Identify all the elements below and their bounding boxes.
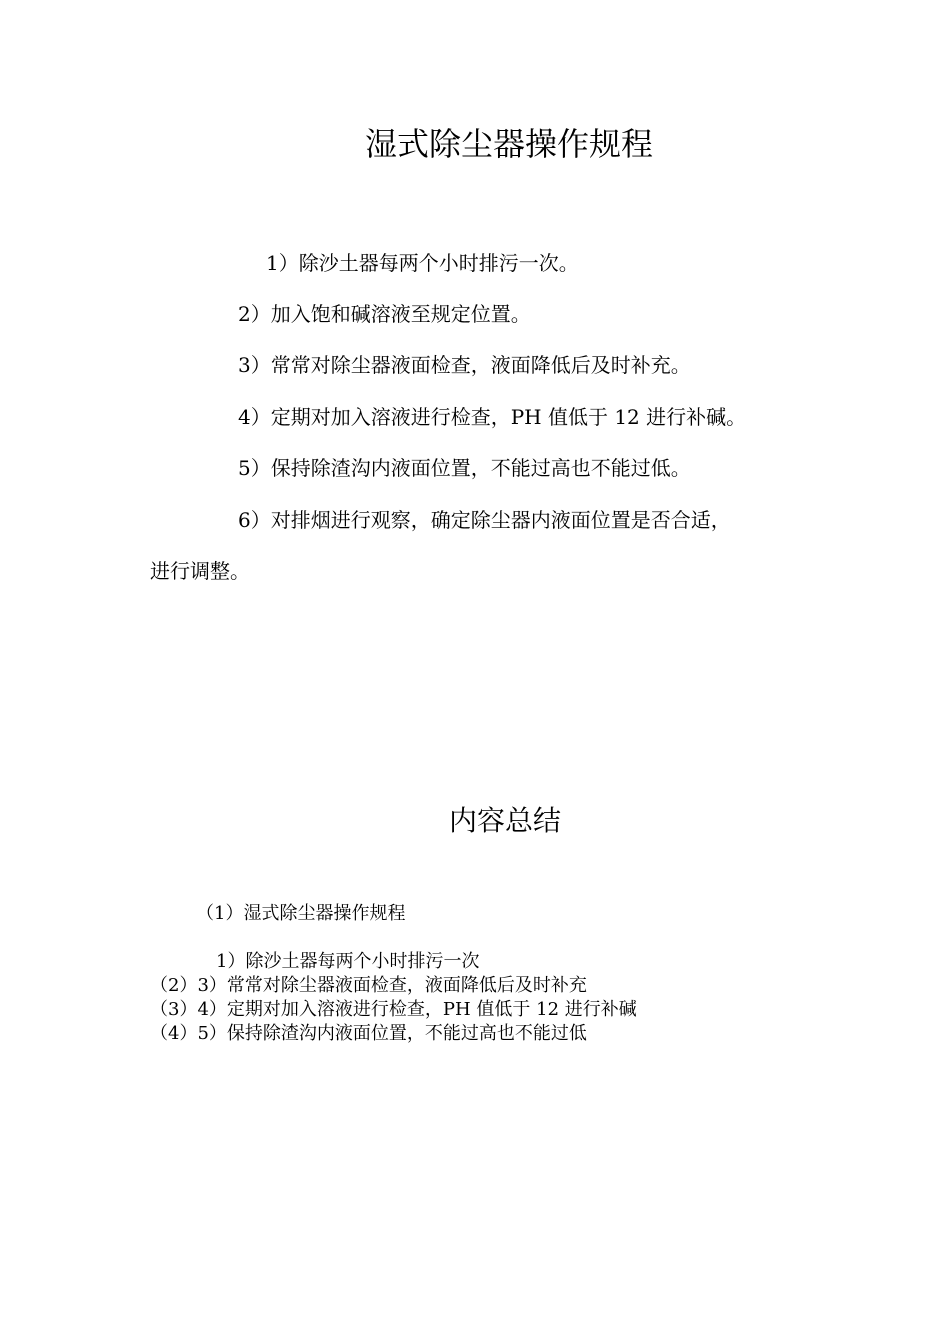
document-title: 湿式除尘器操作规程 bbox=[364, 125, 653, 163]
rule-1: 1）除沙土器每两个小时排污一次。 bbox=[266, 251, 579, 275]
summary-item: 1）除沙土器每两个小时排污一次 bbox=[216, 951, 480, 972]
rule-5: 5）保持除渣沟内液面位置，不能过高也不能过低。 bbox=[238, 456, 691, 480]
rule-4: 4）定期对加入溶液进行检查，PH 值低于 12 进行补碱。 bbox=[238, 405, 747, 429]
summary-item: （4）5）保持除渣沟内液面位置，不能过高也不能过低 bbox=[150, 1023, 587, 1044]
rule-2: 2）加入饱和碱溶液至规定位置。 bbox=[238, 302, 531, 326]
summary-item: （3）4）定期对加入溶液进行检查，PH 值低于 12 进行补碱 bbox=[150, 999, 637, 1020]
rule-3: 3）常常对除尘器液面检查，液面降低后及时补充。 bbox=[238, 353, 691, 377]
rule-6: 6）对排烟进行观察，确定除尘器内液面位置是否合适， bbox=[238, 508, 731, 532]
summary-item: （2）3）常常对除尘器液面检查，液面降低后及时补充 bbox=[150, 975, 587, 996]
summary-title: 内容总结 bbox=[448, 804, 561, 837]
rule-6-continued: 进行调整。 bbox=[150, 559, 250, 583]
summary-item: （1）湿式除尘器操作规程 bbox=[196, 903, 406, 924]
